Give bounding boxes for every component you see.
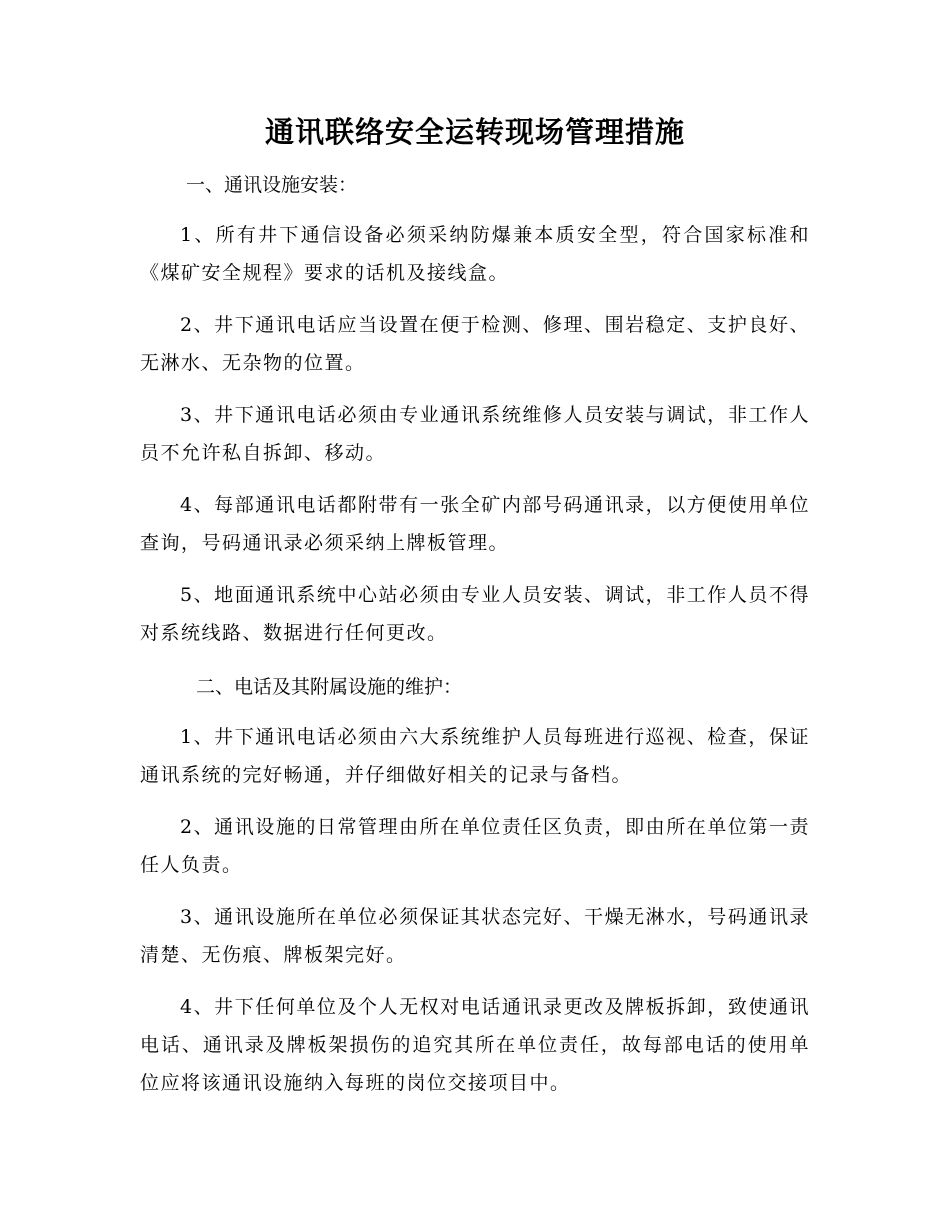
section-2-item-3: 3、通讯设施所在单位必须保证其状态完好、干燥无淋水，号码通讯录清楚、无伤痕、牌板架完好。: [140, 906, 810, 966]
document-title: 通讯联络安全运转现场管理措施: [264, 115, 685, 149]
section-1-item-1: 1、所有井下通信设备必须采纳防爆兼本质安全型，符合国家标准和《煤矿安全规程》要求的话机及接线盒。: [140, 224, 810, 284]
section-1-item-4: 4、每部通讯电话都附带有一张全矿内部号码通讯录，以方便使用单位查询，号码通讯录必须采纳上牌板管理。: [140, 494, 810, 554]
section-1-heading: 一、通讯设施安装：: [186, 174, 358, 196]
section-1-item-2: 2、井下通讯电话应当设置在便于检测、修理、围岩稳定、支护良好、无淋水、无杂物的位置。: [140, 314, 810, 374]
section-2-heading: 二、电话及其附属设施的维护：: [196, 676, 463, 698]
section-1-item-5: 5、地面通讯系统中心站必须由专业人员安装、调试，非工作人员不得对系统线路、数据进行任何更改。: [140, 584, 810, 644]
section-2-item-4: 4、井下任何单位及个人无权对电话通讯录更改及牌板拆卸，致使通讯电话、通讯录及牌板架损伤的追究其所在单位责任，故每部电话的使用单位应将该通讯设施纳入每班的岗位交接项目中。: [140, 996, 810, 1094]
section-2-item-2: 2、通讯设施的日常管理由所在单位责任区负责，即由所在单位第一责任人负责。: [140, 816, 810, 876]
section-1-item-3: 3、井下通讯电话必须由专业通讯系统维修人员安装与调试，非工作人员不允许私自拆卸、移动。: [140, 404, 810, 464]
section-2-item-1: 1、井下通讯电话必须由六大系统维护人员每班进行巡视、检查，保证通讯系统的完好畅通，并仔细做好相关的记录与备档。: [140, 726, 810, 786]
